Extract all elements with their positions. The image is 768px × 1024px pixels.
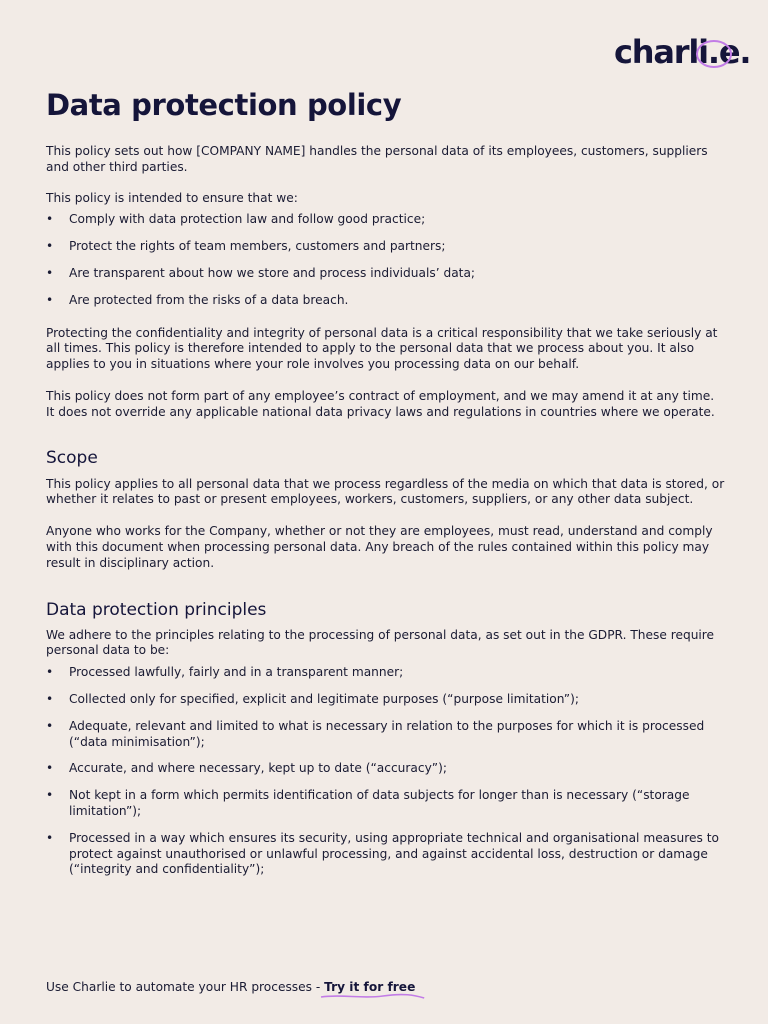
document-body <box>46 86 726 878</box>
list-item: • Processed in a way which ensures its security, using appropriate technical and organisational measures to protect against unauthorised or unlawful processing, and against accidental loss, destruction or damage (“integrity and confidentiality”); <box>46 831 726 878</box>
list-item: • Adequate, relevant and limited to what is necessary in relation to the purposes for which it is processed (“data minimisation”); <box>46 719 726 751</box>
contract-paragraph: This policy does not form part of any employee’s contract of employment, and we may amend it at any time. It does not override any applicable national data privacy laws and regulations in countries where we operate. <box>46 388 715 419</box>
logo-ring-icon <box>694 36 736 72</box>
list-item: • Are transparent about how we store and process individuals’ data; <box>46 266 726 282</box>
intended-list <box>46 212 726 308</box>
intro-paragraph: This policy sets out how [COMPANY NAME] handles the personal data of its employees, customers, suppliers and other third parties. <box>46 144 708 174</box>
list-item: • Accurate, and where necessary, kept up to date (“accuracy”); <box>46 761 726 777</box>
footer <box>46 979 415 995</box>
list-item: • Collected only for specified, explicit and legitimate purposes (“purpose limitation”); <box>46 692 726 708</box>
intended-intro: This policy is intended to ensure that we: <box>46 190 298 205</box>
scope-paragraph-1: This policy applies to all personal data that we process regardless of the media on which that data is stored, or whether it relates to past or present employees, workers, customers, suppliers, or any other data subject. <box>46 476 725 507</box>
principles-intro: We adhere to the principles relating to the processing of personal data, as set out in the GDPR. These require personal data to be: <box>46 627 715 658</box>
logo-text-prefix: charl <box>614 33 699 71</box>
footer-text: Use Charlie to automate your HR processes - <box>46 980 325 994</box>
list-item: • Comply with data protection law and follow good practice; <box>46 212 726 228</box>
list-item: • Not kept in a form which permits identification of data subjects for longer than is necessary (“storage limitation”); <box>46 788 726 820</box>
logo-ring-letter: i <box>698 30 708 74</box>
principles-heading: Data protection principles <box>46 599 267 620</box>
logo-text-suffix: .e. <box>707 33 751 71</box>
try-it-free-link[interactable]: Try it for free <box>324 980 415 994</box>
charlie-logo <box>614 30 750 74</box>
list-item: • Are protected from the risks of a data breach. <box>46 293 726 309</box>
list-item: • Protect the rights of team members, customers and partners; <box>46 239 726 255</box>
cta-underline-icon <box>321 992 424 1000</box>
page-title: Data protection policy <box>46 88 402 122</box>
scope-heading: Scope <box>46 447 98 468</box>
list-item: • Processed lawfully, fairly and in a transparent manner; <box>46 665 726 681</box>
scope-paragraph-2: Anyone who works for the Company, whether or not they are employees, must read, understand and comply with this document when processing personal data. Any breach of the rules contained within this policy may result in disciplinary action. <box>46 524 713 570</box>
confidentiality-paragraph: Protecting the confidentiality and integrity of personal data is a critical responsibility that we take seriously at all times. This policy is therefore intended to apply to the personal data that we process about you. It also applies to you in situations where your role involves you processing data on our behalf. <box>46 325 718 372</box>
principles-list <box>46 665 726 878</box>
